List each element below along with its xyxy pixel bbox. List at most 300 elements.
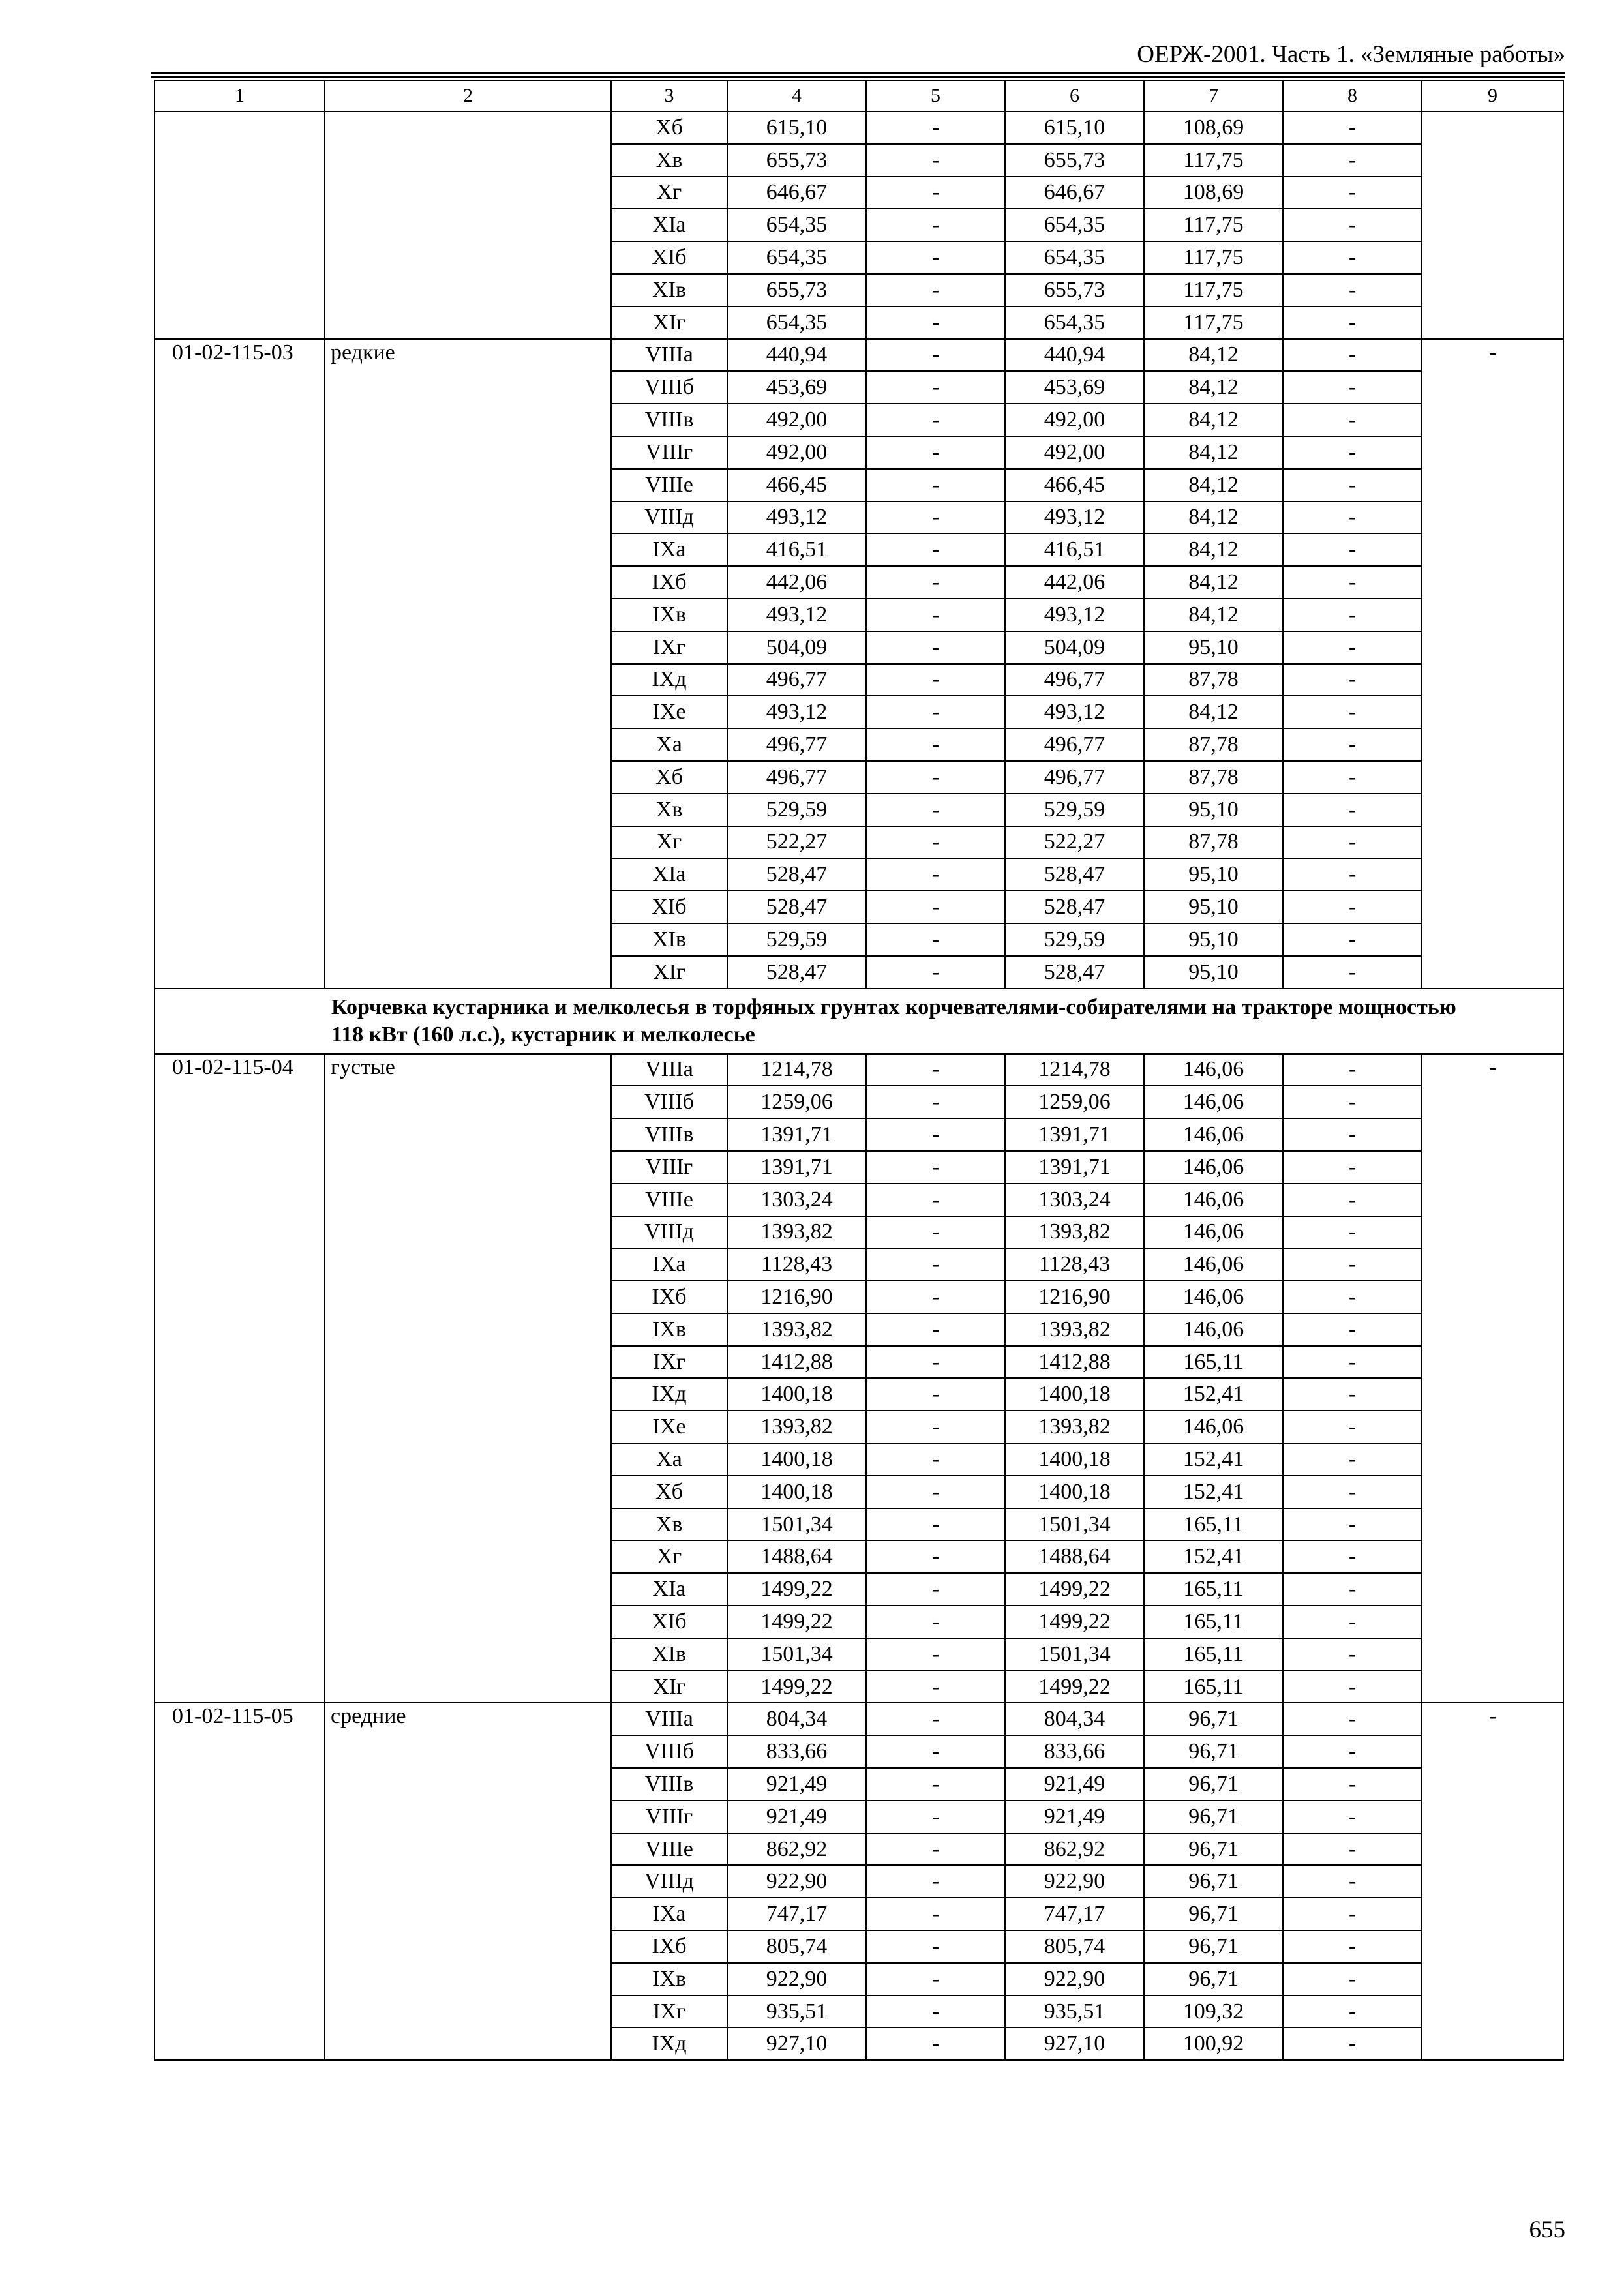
cell-col-6: 922,90 bbox=[1005, 1963, 1144, 1996]
cell-col-4: 1400,18 bbox=[727, 1443, 866, 1476]
cell-col-3: VIIIг bbox=[611, 1151, 727, 1184]
cell-col-6: 1499,22 bbox=[1005, 1671, 1144, 1703]
cell-col-6: 1393,82 bbox=[1005, 1411, 1144, 1443]
cell-col-5: - bbox=[866, 1540, 1005, 1573]
cell-col-7: 95,10 bbox=[1144, 891, 1283, 923]
cell-col-6: 655,73 bbox=[1005, 274, 1144, 307]
cell-col-4: 922,90 bbox=[727, 1963, 866, 1996]
cell-col-5: - bbox=[866, 1346, 1005, 1379]
cell-col-7: 108,69 bbox=[1144, 112, 1283, 144]
cell-col-7: 87,78 bbox=[1144, 664, 1283, 696]
cell-col-4: 504,09 bbox=[727, 631, 866, 664]
cell-col-5: - bbox=[866, 1184, 1005, 1216]
cell-col-5: - bbox=[866, 794, 1005, 826]
cell-col-5: - bbox=[866, 1443, 1005, 1476]
cell-col-3: IХа bbox=[611, 1248, 727, 1281]
cell-col-6: 1303,24 bbox=[1005, 1184, 1144, 1216]
cell-col-8: - bbox=[1283, 274, 1422, 307]
cell-col-8: - bbox=[1283, 1411, 1422, 1443]
cell-col-4: 654,35 bbox=[727, 209, 866, 241]
table-body bbox=[155, 80, 1563, 2060]
cell-col-6: 1391,71 bbox=[1005, 1151, 1144, 1184]
cell-col-6: 1400,18 bbox=[1005, 1443, 1144, 1476]
cell-col-8: - bbox=[1283, 177, 1422, 209]
header-rule bbox=[151, 72, 1565, 74]
cell-col-6: 529,59 bbox=[1005, 923, 1144, 956]
cell-col-8: - bbox=[1283, 112, 1422, 144]
cell-col-6: 1393,82 bbox=[1005, 1313, 1144, 1346]
cell-col-6: 1400,18 bbox=[1005, 1378, 1144, 1411]
cell-col-3: IХе bbox=[611, 1411, 727, 1443]
cell-col-3: VIIIб bbox=[611, 371, 727, 404]
cell-col-8: - bbox=[1283, 1378, 1422, 1411]
column-number-3: 3 bbox=[611, 80, 727, 112]
page-number: 655 bbox=[1529, 2217, 1565, 2243]
cell-col-7: 84,12 bbox=[1144, 404, 1283, 436]
cell-col-3: ХIб bbox=[611, 1606, 727, 1638]
cell-col-8: - bbox=[1283, 728, 1422, 761]
cell-col-8: - bbox=[1283, 469, 1422, 501]
cell-col-3: IХб bbox=[611, 566, 727, 599]
cell-col-3: ХIа bbox=[611, 858, 727, 891]
cell-col-7: 87,78 bbox=[1144, 728, 1283, 761]
cell-col-8: - bbox=[1283, 1248, 1422, 1281]
cell-col-4: 615,10 bbox=[727, 112, 866, 144]
cell-col-6: 655,73 bbox=[1005, 144, 1144, 177]
cell-col-3: IХа bbox=[611, 533, 727, 566]
cell-col-4: 529,59 bbox=[727, 794, 866, 826]
cell-col-3: Хб bbox=[611, 112, 727, 144]
cell-col-7: 84,12 bbox=[1144, 599, 1283, 631]
cell-col-3: VIIIд bbox=[611, 501, 727, 534]
cell-col-8: - bbox=[1283, 1508, 1422, 1541]
cell-col-8: - bbox=[1283, 1281, 1422, 1313]
cell-col-4: 528,47 bbox=[727, 956, 866, 989]
cell-col-6: 1214,78 bbox=[1005, 1054, 1144, 1086]
cell-col-6: 654,35 bbox=[1005, 307, 1144, 339]
cell-col-8: - bbox=[1283, 501, 1422, 534]
cell-col-5: - bbox=[866, 1833, 1005, 1866]
cell-col-8: - bbox=[1283, 1638, 1422, 1671]
cell-col-8: - bbox=[1283, 1898, 1422, 1930]
cell-col-8: - bbox=[1283, 1930, 1422, 1963]
item-name: редкие bbox=[325, 339, 611, 989]
cell-col-3: ХIв bbox=[611, 923, 727, 956]
cell-col-4: 1501,34 bbox=[727, 1638, 866, 1671]
cell-col-5: - bbox=[866, 339, 1005, 372]
cell-col-4: 493,12 bbox=[727, 599, 866, 631]
cell-col-3: VIIIб bbox=[611, 1086, 727, 1118]
section-title-row bbox=[155, 989, 1563, 1054]
cell-col-6: 805,74 bbox=[1005, 1930, 1144, 1963]
cell-col-5: - bbox=[866, 274, 1005, 307]
cell-col-5: - bbox=[866, 112, 1005, 144]
cell-col-5: - bbox=[866, 891, 1005, 923]
cell-col-4: 804,34 bbox=[727, 1703, 866, 1735]
cell-col-5: - bbox=[866, 533, 1005, 566]
cell-col-7: 109,32 bbox=[1144, 1996, 1283, 2028]
cell-col-6: 496,77 bbox=[1005, 728, 1144, 761]
cell-col-4: 1391,71 bbox=[727, 1118, 866, 1151]
cell-col-4: 440,94 bbox=[727, 339, 866, 372]
cell-col-7: 84,12 bbox=[1144, 436, 1283, 469]
cell-col-7: 84,12 bbox=[1144, 339, 1283, 372]
cell-col-5: - bbox=[866, 1118, 1005, 1151]
cell-col-4: 522,27 bbox=[727, 826, 866, 859]
cell-col-5: - bbox=[866, 1963, 1005, 1996]
cell-col-8: - bbox=[1283, 696, 1422, 728]
cell-col-8: - bbox=[1283, 533, 1422, 566]
cell-col-4: 922,90 bbox=[727, 1865, 866, 1898]
cell-col-7: 165,11 bbox=[1144, 1573, 1283, 1606]
cell-col-3: ХIг bbox=[611, 1671, 727, 1703]
cell-col-6: 935,51 bbox=[1005, 1996, 1144, 2028]
cell-col-4: 927,10 bbox=[727, 2027, 866, 2060]
cell-col-8: - bbox=[1283, 1346, 1422, 1379]
cell-col-7: 146,06 bbox=[1144, 1151, 1283, 1184]
cell-col-6: 1259,06 bbox=[1005, 1086, 1144, 1118]
cell-col-5: - bbox=[866, 307, 1005, 339]
cell-col-4: 1391,71 bbox=[727, 1151, 866, 1184]
cell-col-5: - bbox=[866, 371, 1005, 404]
cell-col-5: - bbox=[866, 501, 1005, 534]
item-col9: - bbox=[1422, 1703, 1563, 2060]
cell-col-4: 646,67 bbox=[727, 177, 866, 209]
cell-col-7: 96,71 bbox=[1144, 1963, 1283, 1996]
item-col9: - bbox=[1422, 1054, 1563, 1703]
cell-col-7: 95,10 bbox=[1144, 956, 1283, 989]
cell-col-8: - bbox=[1283, 794, 1422, 826]
cell-col-7: 165,11 bbox=[1144, 1638, 1283, 1671]
cell-col-5: - bbox=[866, 2027, 1005, 2060]
cell-col-6: 493,12 bbox=[1005, 696, 1144, 728]
cell-col-3: ХIб bbox=[611, 241, 727, 274]
cell-col-6: 1488,64 bbox=[1005, 1540, 1144, 1573]
cell-col-5: - bbox=[866, 1508, 1005, 1541]
cell-col-3: IХб bbox=[611, 1930, 727, 1963]
column-number-5: 5 bbox=[866, 80, 1005, 112]
item-code: 01-02-115-04 bbox=[155, 1054, 325, 1703]
cell-col-8: - bbox=[1283, 1996, 1422, 2028]
cell-col-6: 646,67 bbox=[1005, 177, 1144, 209]
cell-col-4: 655,73 bbox=[727, 274, 866, 307]
cell-col-7: 165,11 bbox=[1144, 1346, 1283, 1379]
cell-col-4: 492,00 bbox=[727, 404, 866, 436]
cell-col-4: 862,92 bbox=[727, 1833, 866, 1866]
column-number-9: 9 bbox=[1422, 80, 1563, 112]
cell-col-5: - bbox=[866, 1476, 1005, 1508]
cell-col-5: - bbox=[866, 631, 1005, 664]
cell-col-8: - bbox=[1283, 566, 1422, 599]
item-code: 01-02-115-03 bbox=[155, 339, 325, 989]
cell-col-4: 1488,64 bbox=[727, 1540, 866, 1573]
cell-col-8: - bbox=[1283, 1573, 1422, 1606]
cell-col-7: 152,41 bbox=[1144, 1378, 1283, 1411]
cell-col-8: - bbox=[1283, 404, 1422, 436]
cell-col-6: 440,94 bbox=[1005, 339, 1144, 372]
cell-col-3: IХг bbox=[611, 631, 727, 664]
cell-col-4: 655,73 bbox=[727, 144, 866, 177]
cell-col-6: 453,69 bbox=[1005, 371, 1144, 404]
cell-col-3: IХг bbox=[611, 1346, 727, 1379]
column-number-7: 7 bbox=[1144, 80, 1283, 112]
cell-col-5: - bbox=[866, 728, 1005, 761]
cell-col-5: - bbox=[866, 144, 1005, 177]
cell-col-3: Ха bbox=[611, 1443, 727, 1476]
cell-col-4: 416,51 bbox=[727, 533, 866, 566]
cell-col-8: - bbox=[1283, 1476, 1422, 1508]
cell-col-4: 1412,88 bbox=[727, 1346, 866, 1379]
cell-col-4: 921,49 bbox=[727, 1768, 866, 1801]
cell-col-6: 1391,71 bbox=[1005, 1118, 1144, 1151]
cell-col-7: 146,06 bbox=[1144, 1248, 1283, 1281]
cell-col-3: IХг bbox=[611, 1996, 727, 2028]
cell-col-7: 165,11 bbox=[1144, 1508, 1283, 1541]
cell-col-3: VIIIе bbox=[611, 469, 727, 501]
cell-col-5: - bbox=[866, 1086, 1005, 1118]
cell-col-5: - bbox=[866, 469, 1005, 501]
cell-col-8: - bbox=[1283, 1703, 1422, 1735]
cell-col-8: - bbox=[1283, 1768, 1422, 1801]
item-col9: - bbox=[1422, 339, 1563, 989]
cell-col-4: 528,47 bbox=[727, 891, 866, 923]
cell-col-7: 152,41 bbox=[1144, 1540, 1283, 1573]
cell-col-5: - bbox=[866, 1378, 1005, 1411]
cell-col-6: 1499,22 bbox=[1005, 1606, 1144, 1638]
cell-col-6: 492,00 bbox=[1005, 404, 1144, 436]
cell-col-8: - bbox=[1283, 1086, 1422, 1118]
cell-col-7: 146,06 bbox=[1144, 1086, 1283, 1118]
cell-col-8: - bbox=[1283, 1735, 1422, 1768]
column-number-8: 8 bbox=[1283, 80, 1422, 112]
cell-col-7: 96,71 bbox=[1144, 1898, 1283, 1930]
cell-col-8: - bbox=[1283, 891, 1422, 923]
column-number-1: 1 bbox=[155, 80, 325, 112]
cell-col-4: 496,77 bbox=[727, 728, 866, 761]
cell-col-6: 1499,22 bbox=[1005, 1573, 1144, 1606]
cell-col-6: 927,10 bbox=[1005, 2027, 1144, 2060]
cell-col-3: ХIг bbox=[611, 307, 727, 339]
cell-col-7: 117,75 bbox=[1144, 209, 1283, 241]
cell-col-3: VIIIд bbox=[611, 1865, 727, 1898]
cell-col-6: 862,92 bbox=[1005, 1833, 1144, 1866]
cell-col-4: 496,77 bbox=[727, 761, 866, 794]
cell-col-3: IХа bbox=[611, 1898, 727, 1930]
cell-col-5: - bbox=[866, 1281, 1005, 1313]
cell-col-4: 654,35 bbox=[727, 241, 866, 274]
cell-col-6: 528,47 bbox=[1005, 858, 1144, 891]
cell-col-8: - bbox=[1283, 1540, 1422, 1573]
cell-col-4: 1499,22 bbox=[727, 1606, 866, 1638]
cell-col-7: 84,12 bbox=[1144, 696, 1283, 728]
cell-col-6: 416,51 bbox=[1005, 533, 1144, 566]
cell-col-8: - bbox=[1283, 858, 1422, 891]
cell-col-7: 146,06 bbox=[1144, 1118, 1283, 1151]
section-title: Корчевка кустарника и мелколесья в торфяных грунтах корчевателями-собирателями на тракторе мощностью 118 кВт (160 л.с.), кустарник и мелколесье bbox=[155, 989, 1563, 1054]
cell-col-8: - bbox=[1283, 1671, 1422, 1703]
cell-col-3: IХб bbox=[611, 1281, 727, 1313]
cell-col-8: - bbox=[1283, 1606, 1422, 1638]
cell-col-6: 615,10 bbox=[1005, 112, 1144, 144]
cell-col-6: 496,77 bbox=[1005, 664, 1144, 696]
cell-col-5: - bbox=[866, 1801, 1005, 1833]
cell-col-3: IХв bbox=[611, 1313, 727, 1346]
cell-col-6: 921,49 bbox=[1005, 1768, 1144, 1801]
cell-col-3: IХд bbox=[611, 1378, 727, 1411]
cell-col-5: - bbox=[866, 1638, 1005, 1671]
cell-col-6: 496,77 bbox=[1005, 761, 1144, 794]
cell-col-5: - bbox=[866, 826, 1005, 859]
cell-col-7: 152,41 bbox=[1144, 1476, 1283, 1508]
cell-col-4: 453,69 bbox=[727, 371, 866, 404]
cell-col-3: VIIIб bbox=[611, 1735, 727, 1768]
cell-col-4: 654,35 bbox=[727, 307, 866, 339]
cell-col-4: 1400,18 bbox=[727, 1378, 866, 1411]
cell-col-3: VIIIв bbox=[611, 1768, 727, 1801]
cell-col-5: - bbox=[866, 1865, 1005, 1898]
cell-col-3: ХIв bbox=[611, 274, 727, 307]
cell-col-6: 522,27 bbox=[1005, 826, 1144, 859]
cell-col-3: Хб bbox=[611, 1476, 727, 1508]
cell-col-7: 165,11 bbox=[1144, 1606, 1283, 1638]
cell-col-4: 493,12 bbox=[727, 501, 866, 534]
cell-col-6: 1128,43 bbox=[1005, 1248, 1144, 1281]
cell-col-3: VIIIг bbox=[611, 436, 727, 469]
cell-col-7: 100,92 bbox=[1144, 2027, 1283, 2060]
cell-col-7: 146,06 bbox=[1144, 1313, 1283, 1346]
cell-col-8: - bbox=[1283, 1216, 1422, 1249]
cell-col-3: Хб bbox=[611, 761, 727, 794]
cell-col-3: Ха bbox=[611, 728, 727, 761]
cell-col-4: 1259,06 bbox=[727, 1086, 866, 1118]
cell-col-7: 84,12 bbox=[1144, 566, 1283, 599]
table-row bbox=[155, 339, 1563, 372]
cell-col-7: 95,10 bbox=[1144, 923, 1283, 956]
cell-col-8: - bbox=[1283, 2027, 1422, 2060]
cell-col-7: 87,78 bbox=[1144, 761, 1283, 794]
table-row bbox=[155, 1703, 1563, 1735]
cell-col-3: ХIг bbox=[611, 956, 727, 989]
cell-col-3: VIIIа bbox=[611, 339, 727, 372]
cell-col-3: ХIа bbox=[611, 1573, 727, 1606]
column-number-4: 4 bbox=[727, 80, 866, 112]
cell-col-4: 1303,24 bbox=[727, 1184, 866, 1216]
cell-col-8: - bbox=[1283, 209, 1422, 241]
cell-col-8: - bbox=[1283, 1313, 1422, 1346]
cell-col-7: 146,06 bbox=[1144, 1216, 1283, 1249]
cell-col-4: 529,59 bbox=[727, 923, 866, 956]
cell-col-7: 96,71 bbox=[1144, 1833, 1283, 1866]
cell-col-6: 921,49 bbox=[1005, 1801, 1144, 1833]
cell-col-5: - bbox=[866, 177, 1005, 209]
cell-col-3: VIIIе bbox=[611, 1833, 727, 1866]
cell-col-7: 96,71 bbox=[1144, 1703, 1283, 1735]
cell-col-5: - bbox=[866, 241, 1005, 274]
cell-col-3: Хг bbox=[611, 177, 727, 209]
cell-col-8: - bbox=[1283, 664, 1422, 696]
cell-col-4: 442,06 bbox=[727, 566, 866, 599]
cell-col-4: 935,51 bbox=[727, 1996, 866, 2028]
cell-col-5: - bbox=[866, 1411, 1005, 1443]
table-row bbox=[155, 1054, 1563, 1086]
cell-col-4: 466,45 bbox=[727, 469, 866, 501]
cell-col-5: - bbox=[866, 209, 1005, 241]
cell-col-7: 95,10 bbox=[1144, 858, 1283, 891]
cell-col-5: - bbox=[866, 436, 1005, 469]
cell-col-5: - bbox=[866, 956, 1005, 989]
cell-col-7: 84,12 bbox=[1144, 533, 1283, 566]
cell-col-4: 496,77 bbox=[727, 664, 866, 696]
cell-col-8: - bbox=[1283, 599, 1422, 631]
cell-col-3: ХIб bbox=[611, 891, 727, 923]
cell-col-3: VIIIд bbox=[611, 1216, 727, 1249]
cell-col-7: 96,71 bbox=[1144, 1735, 1283, 1768]
cell-col-4: 1499,22 bbox=[727, 1671, 866, 1703]
cell-col-8: - bbox=[1283, 631, 1422, 664]
cell-col-5: - bbox=[866, 1573, 1005, 1606]
cell-col-5: - bbox=[866, 1703, 1005, 1735]
cell-col-5: - bbox=[866, 404, 1005, 436]
cell-col-6: 804,34 bbox=[1005, 1703, 1144, 1735]
cell-col-7: 117,75 bbox=[1144, 307, 1283, 339]
rates-table bbox=[154, 80, 1564, 2061]
cell-col-7: 87,78 bbox=[1144, 826, 1283, 859]
cell-col-5: - bbox=[866, 858, 1005, 891]
cell-col-8: - bbox=[1283, 1054, 1422, 1086]
cell-col-4: 1501,34 bbox=[727, 1508, 866, 1541]
item-name: средние bbox=[325, 1703, 611, 2060]
cell-col-4: 493,12 bbox=[727, 696, 866, 728]
cell-col-4: 1214,78 bbox=[727, 1054, 866, 1086]
cell-col-8: - bbox=[1283, 1833, 1422, 1866]
cell-col-6: 493,12 bbox=[1005, 599, 1144, 631]
cell-col-5: - bbox=[866, 696, 1005, 728]
cell-col-7: 165,11 bbox=[1144, 1671, 1283, 1703]
cell-col-5: - bbox=[866, 1151, 1005, 1184]
cell-col-6: 1412,88 bbox=[1005, 1346, 1144, 1379]
cell-col-5: - bbox=[866, 1735, 1005, 1768]
cell-col-5: - bbox=[866, 1248, 1005, 1281]
cell-col-7: 117,75 bbox=[1144, 144, 1283, 177]
column-number-row bbox=[155, 80, 1563, 112]
cell-col-7: 84,12 bbox=[1144, 501, 1283, 534]
cell-col-8: - bbox=[1283, 1118, 1422, 1151]
cell-col-8: - bbox=[1283, 956, 1422, 989]
cell-col-3: VIIIг bbox=[611, 1801, 727, 1833]
cell-col-6: 529,59 bbox=[1005, 794, 1144, 826]
cell-col-3: Хв bbox=[611, 1508, 727, 1541]
cell-col-7: 146,06 bbox=[1144, 1184, 1283, 1216]
cell-col-6: 528,47 bbox=[1005, 956, 1144, 989]
cell-col-3: VIIIв bbox=[611, 1118, 727, 1151]
item-col9 bbox=[1422, 112, 1563, 339]
cell-col-7: 146,06 bbox=[1144, 1411, 1283, 1443]
cell-col-8: - bbox=[1283, 1801, 1422, 1833]
cell-col-6: 1216,90 bbox=[1005, 1281, 1144, 1313]
cell-col-6: 654,35 bbox=[1005, 209, 1144, 241]
cell-col-6: 1393,82 bbox=[1005, 1216, 1144, 1249]
cell-col-3: VIIIа bbox=[611, 1703, 727, 1735]
cell-col-3: Хг bbox=[611, 1540, 727, 1573]
cell-col-8: - bbox=[1283, 1963, 1422, 1996]
cell-col-4: 1499,22 bbox=[727, 1573, 866, 1606]
cell-col-5: - bbox=[866, 664, 1005, 696]
cell-col-6: 654,35 bbox=[1005, 241, 1144, 274]
cell-col-8: - bbox=[1283, 923, 1422, 956]
cell-col-7: 84,12 bbox=[1144, 469, 1283, 501]
cell-col-4: 833,66 bbox=[727, 1735, 866, 1768]
cell-col-3: VIIIе bbox=[611, 1184, 727, 1216]
